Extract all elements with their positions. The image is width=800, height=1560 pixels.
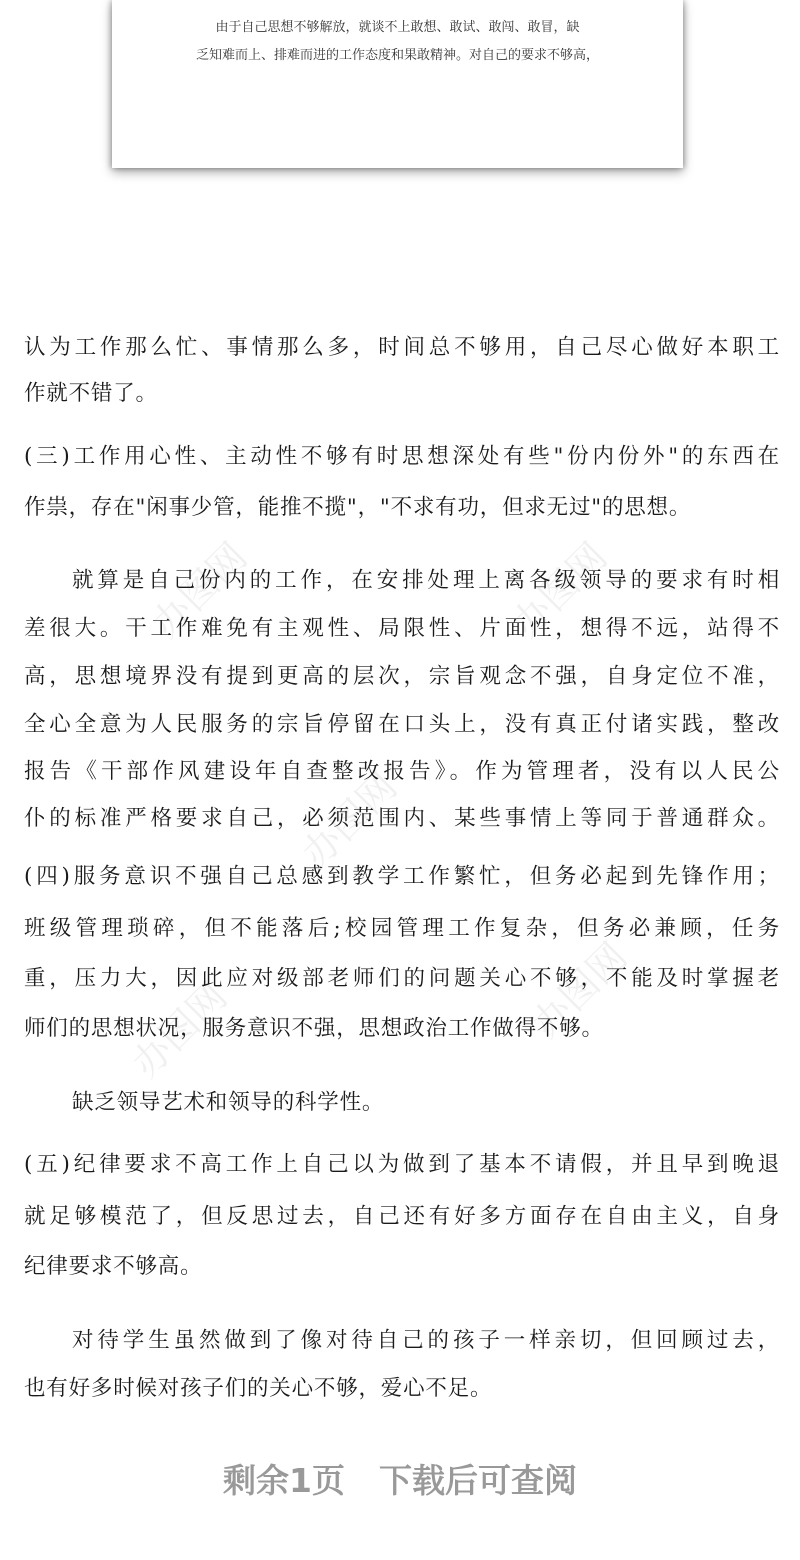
document-line: 全心全意为人民服务的宗旨停留在口头上，没有真正付诸实践，整改 [24,712,780,737]
document-line: 重，压力大，因此应对级部老师们的问题关心不够，不能及时掌握老 [24,966,780,991]
document-line: 仆的标准严格要求自己，必须范围内、某些事情上等同于普通群众。 [24,806,780,831]
watermark-logo: 办图网 [143,534,256,646]
watermark-logo: 办图网 [523,934,636,1046]
preview-line: 乏知难而上、排难而进的工作态度和果敢精神。对自己的要求不够高， [195,48,599,63]
document-line: (三)工作用心性、主动性不够有时思想深处有些"份内份外"的东西在 [24,444,780,469]
remaining-pages-label: 剩余1页 [223,1461,345,1500]
document-line: 差很大。干工作难免有主观性、局限性、片面性，想得不远，站得不 [24,616,780,641]
document-line: 班级管理琐碎，但不能落后;校园管理工作复杂，但务必兼顾，任务 [24,916,780,941]
document-line: 报告《干部作风建设年自查整改报告》。作为管理者，没有以人民公 [24,759,780,784]
preview-card [112,0,683,168]
watermark-logo: 办图网 [123,974,236,1086]
download-to-view-label: 下载后可查阅 [378,1461,577,1500]
watermark-logo: 办图网 [503,534,616,646]
document-line: 师们的思想状况，服务意识不强，思想政治工作做得不够。 [24,1016,604,1041]
document-line: 缺乏领导艺术和领导的科学性。 [72,1090,385,1115]
document-line: 就足够模范了，但反思过去，自己还有好多方面存在自由主义，自身 [24,1204,780,1229]
preview-line: 由于自己思想不够解放，就谈不上敢想、敢试、敢闯、敢冒，缺 [215,20,580,35]
document-line: 纪律要求不够高。 [24,1254,203,1279]
document-line: (四)服务意识不强自己总感到教学工作繁忙，但务必起到先锋作用； [24,864,780,889]
document-line: 高，思想境界没有提到更高的层次，宗旨观念不强，自身定位不准， [24,664,780,689]
watermark-logo: 办图网 [293,764,406,876]
download-prompt[interactable] [0,1458,800,1504]
document-line: 就算是自己份内的工作，在安排处理上离各级领导的要求有时相 [72,568,780,593]
document-line: 认为工作那么忙、事情那么多，时间总不够用，自己尽心做好本职工 [24,335,780,360]
document-line: 作祟，存在"闲事少管，能推不揽"，"不求有功，但求无过"的思想。 [24,495,692,520]
document-line: 对待学生虽然做到了像对待自己的孩子一样亲切，但回顾过去， [72,1328,780,1353]
document-line: 作就不错了。 [24,381,158,406]
document-line: (五)纪律要求不高工作上自己以为做到了基本不请假，并且早到晚退 [24,1152,780,1177]
document-line: 也有好多时候对孩子们的关心不够，爱心不足。 [24,1376,493,1401]
